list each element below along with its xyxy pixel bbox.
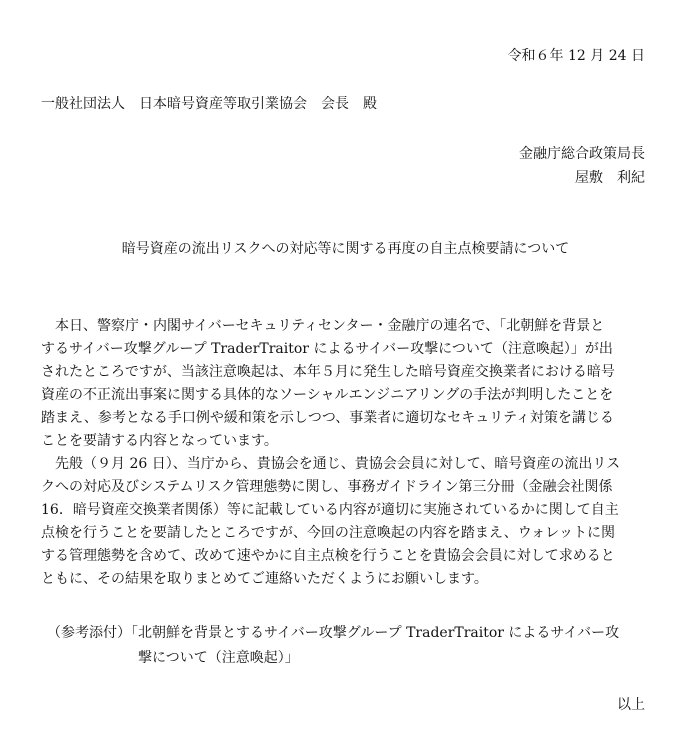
sender-name: 屋敷 利紀 bbox=[575, 170, 645, 186]
body-line: するサイバー攻撃グループ TraderTraitor によるサイバー攻撃について（注意喚起）」が出 bbox=[41, 341, 613, 357]
document-subject: 暗号資産の流出リスクへの対応等に関する再度の自主点検要請について bbox=[121, 241, 570, 257]
body-line: 先般（９月 26 日）、当庁から、貴協会を通じ、貴協会会員に対して、暗号資産の流出リス bbox=[41, 456, 621, 472]
body-line: ともに、その結果を取りまとめてご連絡いただくようにお願いします。 bbox=[41, 571, 488, 587]
body-line: クへの対応及びシステムリスク管理態勢に関し、事務ガイドライン第三分冊（金融会社関係 bbox=[41, 479, 613, 495]
attachment-line-2: 撃について（注意喚起）」 bbox=[138, 650, 299, 666]
body-text bbox=[41, 315, 647, 591]
closing-mark: 以上 bbox=[617, 697, 645, 713]
document-date: 令和６年 12 月 24 日 bbox=[507, 48, 645, 64]
body-line: 踏まえ、参考となる手口例や緩和策を示しつつ、事業者に適切なセキュリティ対策を講じる bbox=[41, 410, 614, 426]
addressee: 一般社団法人 日本暗号資産等取引業協会 会長 殿 bbox=[41, 96, 377, 112]
body-line: する管理態勢を含めて、改めて速やかに自主点検を行うことを貴協会会員に対して求めると bbox=[41, 548, 615, 564]
body-line: されたところですが、当該注意喚起は、本年５月に発生した暗号資産交換業者における暗号 bbox=[41, 364, 615, 380]
body-line: 16．暗号資産交換業者関係）等に記載している内容が適切に実施されているかに関して自主 bbox=[41, 502, 619, 518]
sender-organization: 金融庁総合政策局長 bbox=[519, 146, 645, 162]
body-line: 本日、警察庁・内閣サイバーセキュリティセンター・金融庁の連名で、「北朝鮮を背景と bbox=[41, 318, 605, 334]
body-line: 資産の不正流出事案に関する具体的なソーシャルエンジニアリングの手法が判明したことを bbox=[41, 387, 614, 403]
body-line: ことを要請する内容となっています。 bbox=[41, 433, 278, 449]
body-line: 点検を行うことを要請したところですが、今回の注意喚起の内容を踏まえ、ウォレットに関 bbox=[41, 525, 615, 541]
attachment-line-1: （参考添付）「北朝鮮を背景とするサイバー攻撃グループ TraderTraitor によるサイバー攻 bbox=[47, 625, 620, 641]
